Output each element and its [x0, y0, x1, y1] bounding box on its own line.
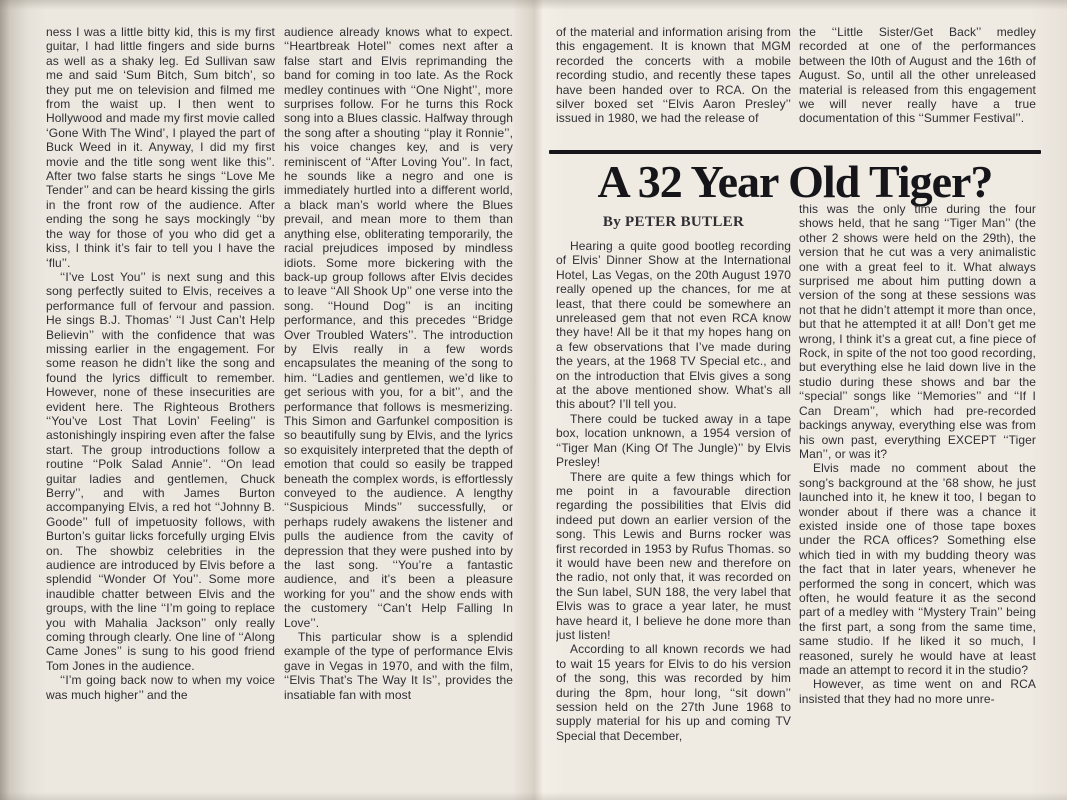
- section-divider-rule: [549, 150, 1041, 154]
- article-byline: By PETER BUTLER: [602, 214, 745, 230]
- paragraph: There could be tucked away in a tape box, location unknown, a 1954 version of ‘‘Tiger Man (King Of The Jungle)’’ by Elvis Presley!: [556, 411, 791, 470]
- right-page-intro-column-left: [556, 25, 791, 145]
- article-headline: A 32 Year Old Tiger?: [597, 156, 993, 207]
- article-column-right: [799, 202, 1036, 793]
- paragraph: This particular show is a splendid example of the type of performance Elvis gave in Vegas in 1970, and with the film, ‘‘Elvis That’s The Way It Is’’, provides the insatiable fan with most: [284, 630, 513, 702]
- paragraph: ‘‘I’ve Lost You’’ is next sung and this song perfectly suited to Elvis, receives a performance full of fervour and passion. He sings B.J. Thomas’ ‘‘I Just Can’t Help Believin’’ with the confidence that was missing earlier in the engagement. For some reason he didn’t like the song and found the lyrics difficult to remember. However, none of these insecurities are evident here. The Righteous Brothers ‘‘You’ve Lost That Lovin’ Feeling’’ is astonishingly inspiring even after the false start. The group introductions follow a routine ‘‘Polk Salad Annie’’. ‘‘On lead guitar ladies and gentlemen, Chuck Berry’’, and with James Burton accompanying Elvis, a red hot ‘‘Johnny B. Goode’’ full of impetuosity follows, with Burton’s guitar licks forcefully urging Elvis on. The showbiz celebrities in the audience are introduced by Elvis before a splendid ‘‘Wonder Of You’’. Some more inaudible chatter between Elvis and the groups, with the line ‘‘I’m going to replace you with Mahalia Jackson’’ only really coming through clearly. One line of ‘‘Along Came Jones’’ is sung to his good friend Tom Jones in the audience.: [46, 269, 275, 673]
- right-page-intro-column-right: [799, 25, 1036, 159]
- paragraph: ‘‘I’m going back now to when my voice was much higher’’ and the: [46, 673, 275, 702]
- left-page-column-1: [46, 25, 275, 793]
- paragraph: ness I was a little bitty kid, this is my first guitar, I had little fingers and side burns as well as a shaky leg. Ed Sullivan saw me and said ‘Sum Bitch, Sum bitch’, so they put me on television and filmed me from the waist up. I then went to Hollywood and made my first movie called ‘Gone With The Wind’, I played the part of Buck Weed in it. Anyway, I did my first movie and the title song went like this’’. After two false starts he sings ‘‘Love Me Tender’’ and can be heard kissing the girls in the front row of the audience. After ending the song he says mockingly ‘‘by the way for those of you who did get a kiss, I think it’s fair to tell you I have the ‘flu’’.: [46, 25, 275, 270]
- left-page-column-2: [284, 25, 513, 793]
- paragraph: this was the only time during the four shows held, that he sang ‘‘Tiger Man’’ (the other 2 shows were held on the 29th), the version that he cut was a very animalistic one with a great feel to it. What always surprised me about him putting down a version of the song at these sessions was not that he didn’t attempt it more than once, but that he attempted it at all! Don’t get me wrong, I think it’s a great cut, a fine piece of Rock, in spite of the not too good recording, but everything else he laid down live in the studio during these shows and bar the ‘‘special’’ songs like ‘‘Memories’’ and ‘‘If I Can Dream’’, which had pre-recorded backings anyway, everything else was from his own past, everything EXCEPT ‘‘Tiger Man’’, or was it?: [799, 202, 1036, 461]
- paragraph: the ‘‘Little Sister/Get Back’’ medley recorded at one of the performances between the I0th of August and the 16th of August. So, until all the other unreleased material is released from this engagement we will never really have a true documentation of this ‘‘Summer Festival’’.: [799, 25, 1036, 126]
- paragraph: audience already knows what to expect. ‘‘Heartbreak Hotel’’ comes next after a false start and Elvis reprimanding the band for coming in too late. As the Rock medley continues with ‘‘One Night’’, more surprises follow. For he turns this Rock song into a Blues classic. Halfway through the song after a shouting ‘‘play it Ronnie’’, his voice changes key, and is very reminiscent of ‘‘After Loving You’’. In fact, he sounds like a negro and one is immediately hurtled into a different world, a black man’s world where the Blues prevail, and mean more to them than anything else, obliterating temporarily, the racial prejudices imposed by mindless idiots. Some more bickering with the back-up group follows after Elvis decides to leave ‘‘All Shook Up’’ one verse into the song. ‘‘Hound Dog’’ is an inciting performance, and this precedes ‘‘Bridge Over Troubled Waters’’. The introduction by Elvis really in a few words encapsulates the meaning of the song to him. ‘‘Ladies and gentlemen, we’d like to get serious with you, for a bit’’, and the performance that follows is mesmerizing. This Simon and Garfunkel composition is so beautifully sung by Elvis, and the lyrics so exquisitely interpreted that the depth of emotion that could so easily be trapped beneath the complex words, is effortlessly conveyed to the audience. A lengthy ‘‘Suspicious Minds’’ successfully, or perhaps rudely awakens the listener and pulls the audience from the cavity of depression that they were pushed into by the last song. ‘‘You’re a fantastic audience, and it’s been a pleasure working for you’’ and the show ends with the customery ‘‘Can’t Help Falling In Love’’.: [284, 25, 513, 630]
- paragraph: According to all known records we had to wait 15 years for Elvis to do his version of the song, this was recorded by him during the 8pm, hour long, ‘‘sit down’’ session held on the 27th June 1968 to supply material for his up and coming TV Special that December,: [556, 642, 791, 743]
- paragraph: of the material and information arising from this engagement. It is known that MGM recorded the concerts with a mobile recording studio, and recently these tapes have been handed over to RCA. On the silver boxed set ‘‘Elvis Aaron Presley’’ issued in 1980, we had the release of: [556, 25, 791, 126]
- paragraph: Hearing a quite good bootleg recording of Elvis’ Dinner Show at the International Hotel, Las Vegas, on the 20th August 1970 really opened up the chances, for me at least, that there could be somewhere an unreleased gem that not even RCA know they have! All be it that my hopes hang on a few observations that I’ve made during the years, at the 1968 TV Special etc., and on the introduction that Elvis gives a song at the above mentioned show. What’s all this about? I’ll tell you.: [556, 239, 791, 412]
- paragraph: However, as time went on and RCA insisted that they had no more unre-: [799, 677, 1036, 706]
- article-column-left: [556, 239, 791, 793]
- paragraph: There are quite a few things which for me point in a favourable direction regarding the possibilities that Elvis did indeed put down an earlier version of the song. This Lewis and Burns rocker was first recorded in 1953 by Rufus Thomas. so it would have been new and therefore on the radio, not only that, it was recorded on the Sun label, SUN 188, the very label that Elvis was to grace a year later, he must have heard it, I believe he done more than just listen!: [556, 469, 791, 642]
- paragraph: Elvis made no comment about the song’s background at the ’68 show, he just launched into it, he knew it too, I began to wonder about if there was a chance it existed inside one of those tape boxes under the RCA offices? Something else which tied in with my budding theory was the fact that in later years, whenever he performed the song in concert, which was often, he would feature it as the second part of a medley with ‘‘Mystery Train’’ being the first part, a song from the same time, same studio. If he liked it so much, I reasoned, surely he would have at least made an attempt to record it in the studio?: [799, 461, 1036, 677]
